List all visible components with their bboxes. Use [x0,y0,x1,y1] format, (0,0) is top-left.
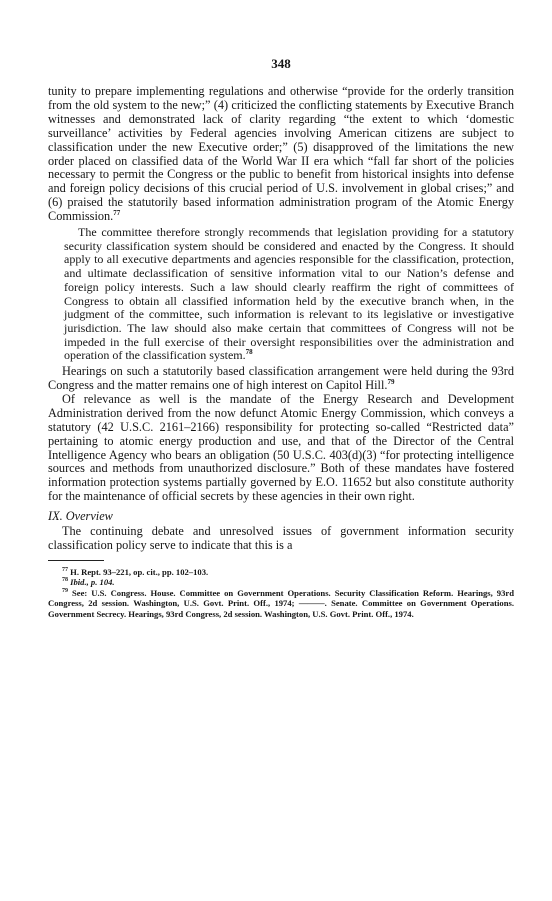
paragraph-relevance: Of relevance as well is the mandate of the Energy Research and Development Administration derived from the now defunct Atomic Energy Commission, which conveys a statutory (42 U.S.C. 2161–2166) responsibility for protecting so-called “Restricted data” pertaining to atomic energy production and use, and that of the Director of the Central Intelligence Agency who bears an obligation (50 U.S.C. 403(d)(3) “for protecting intelligence sources and methods from unauthorized disclosure.” Both of these mandates have fostered information protection systems partially governed by E.O. 11652 but also constitute authority for the maintenance of official secrets by these agencies in their own right. [48,391,514,504]
quote-text: The committee therefore strongly recommends that legislation providing for a statutory security classification system should be considered and enacted by the Congress. It should apply to all executive departments and agencies responsible for the classification, protection, and ultimate declassification of sensitive information vital to our Nation’s defense and foreign policy interests. Such a law should clearly reaffirm the right of committees of Congress to obtain all classified information held by the executive branch when, in the judgment of the committee, such information is relevant to its legislative or investigative jurisdiction. The law should also make certain that committees of Congress will not be impeded in the full exercise of their oversight responsibilities over the administration and operation of the classification system. [64,225,514,363]
footnote-number: 79 [62,587,68,594]
footnote-text: See: U.S. Congress. House. Committee on Government Operations. Security Classification Reform. Hearings, 93rd Congress, 2d session. Washington, U.S. Govt. Print. Off., 1974; ———. Senate. Committee on Government Operations. Government Secrecy. Hearings, 93rd Congress, 2d session. Washington, U.S. Govt. Print. Off., 1974. [48,587,514,619]
section-heading: IX. Overview [48,509,113,524]
footnote-ref-79: 79 [387,377,395,386]
footnote-ref-77: 77 [113,209,121,218]
paragraph-text: Hearings on such a statutorily based classification arrangement were held during the 93rd Congress and the matter remains one of high interest on Capitol Hill. [48,364,514,392]
footnote-number: 78 [62,577,68,584]
footnote-78 [48,577,514,587]
footnote-text: Ibid., p. 104. [70,577,115,588]
paragraph-overview: The continuing debate and unresolved issues of government information security classification policy serve to indicate that this is a [48,524,514,553]
footnote-77 [48,567,514,577]
paragraph-text: tunity to prepare implementing regulations and otherwise “provide for the orderly transition from the old system to the new;” (4) criticized the conflicting statements by Executive Branch witnesses and demonstrated lack of clarity regarding “the extent to which ‘domestic surveillance’ activities by Federal agencies involving American citizens are subject to classification under the new Executive order;” (5) disapproved of the limitations the new order placed on classified data of the World War II era which “fall far short of the policies necessary to permit the Congress or the public to benefit from historical insights into defense and foreign policy decisions of this crucial period of U.S. involvement in global crises;” and (6) praised the statutorily based information administration program of the Atomic Energy Commission. [48,84,514,224]
page-number: 348 [271,56,291,71]
footnote-number: 77 [62,567,68,574]
block-quote [64,226,514,363]
paragraph-hearings [48,365,514,393]
paragraph-continuation [48,85,514,224]
footnote-79 [48,588,514,619]
document-page [48,56,514,619]
footnote-divider [48,560,104,561]
footnote-ref-78: 78 [245,348,253,357]
footnote-text: H. Rept. 93–221, op. cit., pp. 102–103. [70,566,209,577]
